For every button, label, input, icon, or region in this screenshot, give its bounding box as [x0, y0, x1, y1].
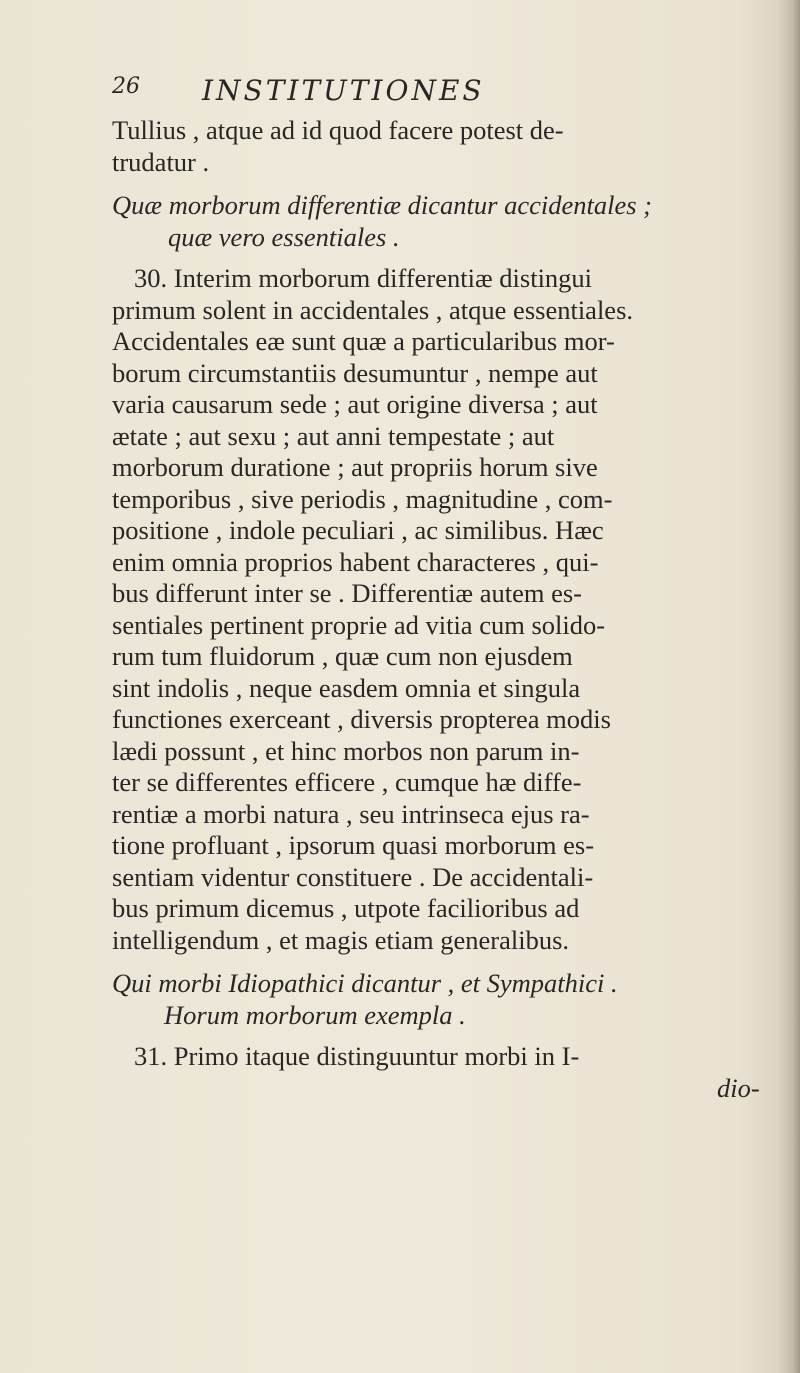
- section-heading: Quæ morborum differentiæ dicantur accidentales ;: [112, 190, 653, 220]
- text-line: ter se differentes efficere , cumque hæ diffe-: [112, 767, 582, 797]
- text-line: sentiam videntur constituere . De accidentali-: [112, 861, 594, 892]
- running-title: INSTITUTIONES: [202, 74, 485, 107]
- text-line: sint indolis , neque easdem omnia et singula: [112, 672, 581, 703]
- page-edge-shadow: [778, 0, 800, 1373]
- text-line: borum circumstantiis desumuntur , nempe aut: [112, 357, 598, 388]
- text-line: bus primum dicemus , utpote facilioribus ad: [112, 893, 580, 923]
- section-heading: Horum morborum exempla .: [164, 999, 466, 1030]
- body-text: [112, 115, 770, 1104]
- text-line: Accidentales eæ sunt quæ a particularibus mor-: [112, 326, 615, 356]
- text-line: Tullius , atque ad id quod facere potest de-: [112, 115, 564, 145]
- text-line: primum solent in accidentales , atque essentiales.: [112, 294, 634, 325]
- page-header: [112, 74, 672, 114]
- text-line: intelligendum , et magis etiam generalibus.: [112, 924, 570, 955]
- text-line: morborum duratione ; aut propriis horum sive: [112, 452, 598, 482]
- text-line: enim omnia proprios habent characteres , qui-: [112, 546, 599, 577]
- text-line: varia causarum sede ; aut origine diversa ; aut: [112, 389, 598, 419]
- text-line: tione profluant , ipsorum quasi morborum es-: [112, 830, 595, 860]
- text-line: sentiales pertinent proprie ad vitia cum solido-: [112, 609, 606, 640]
- text-line: trudatur .: [112, 146, 210, 177]
- section-heading: Qui morbi Idiopathici dicantur , et Sympathici .: [112, 968, 618, 998]
- text-line: 31. Primo itaque distinguuntur morbi in I-: [134, 1041, 580, 1071]
- text-line: rum tum fluidorum , quæ cum non ejusdem: [112, 641, 573, 671]
- section-heading: quæ vero essentiales .: [168, 221, 400, 252]
- text-line: bus differunt inter se . Differentiæ autem es-: [112, 578, 582, 608]
- text-line: rentiæ a morbi natura , seu intrinseca ejus ra-: [112, 798, 590, 829]
- text-line: 30. Interim morborum differentiæ distingui: [134, 263, 593, 293]
- catchword: dio-: [717, 1072, 760, 1103]
- text-line: functiones exerceant , diversis propterea modis: [112, 704, 611, 734]
- text-line: positione , indole peculiari , ac similibus. Hæc: [112, 515, 604, 545]
- text-line: ætate ; aut sexu ; aut anni tempestate ; aut: [112, 420, 555, 451]
- page-number: 26: [112, 74, 140, 99]
- text-line: lædi possunt , et hinc morbos non parum in-: [112, 735, 580, 766]
- text-line: temporibus , sive periodis , magnitudine , com-: [112, 483, 613, 514]
